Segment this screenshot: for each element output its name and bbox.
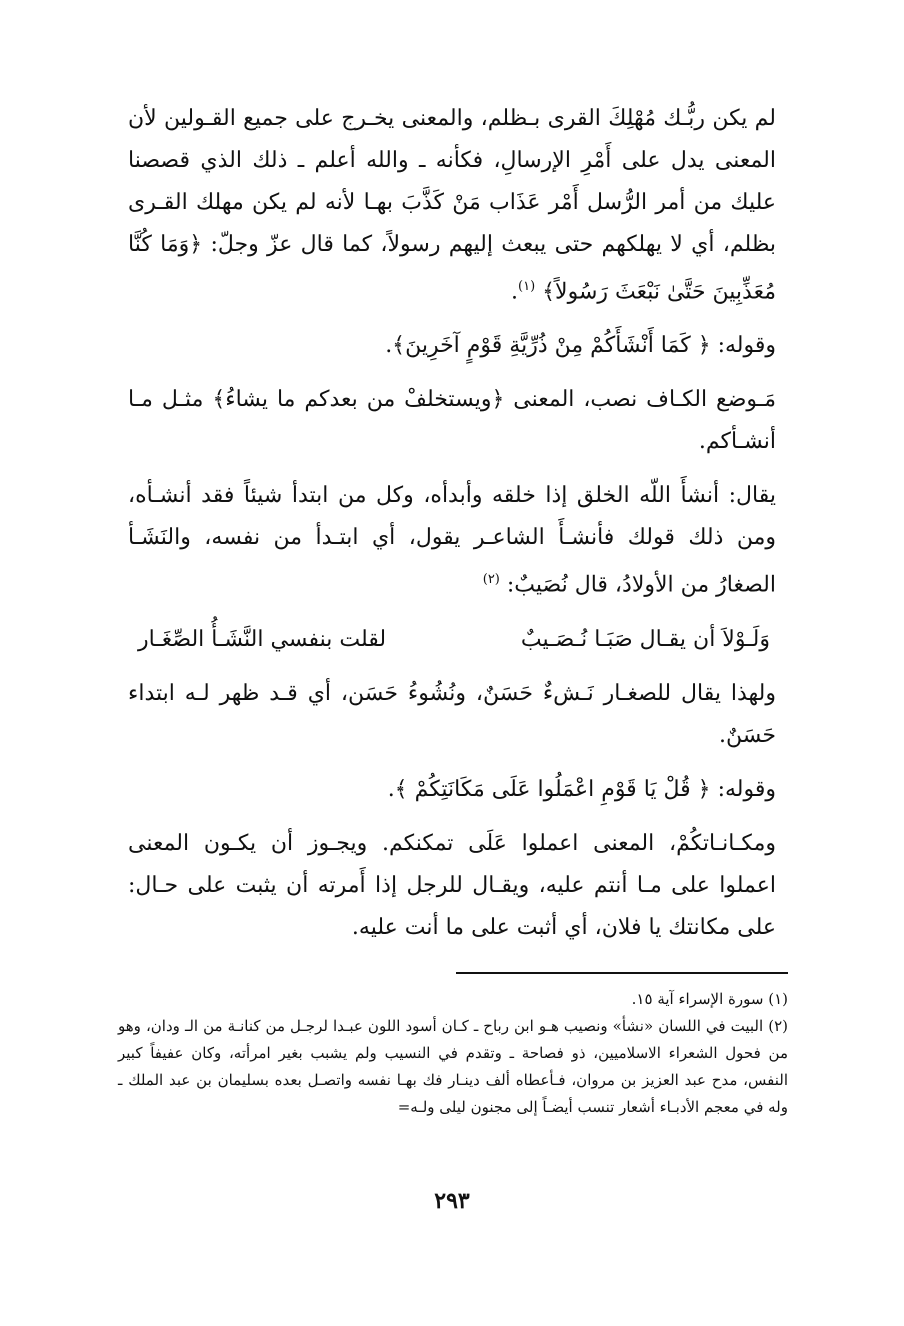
paragraph: ومكـانـاتكُمْ، المعنى اعملوا عَلَى تمكنكم. ويجـوز أن يكـون المعنى اعملوا على مـا أنتم عليه، ويقـال للرجل إذا أَمرته أن يثبت على حـال: على مكانتك يا فلان، أي أثبت على ما أنت عليه. [128,830,776,940]
paragraph [128,475,776,606]
page-number: ٢٩٣ [434,1188,470,1214]
paragraph-text: يقال: أنشأَ اللّه الخلق إذا خلقه وأبدأه، وكل من ابتدأ شيئاً فقد أنشـأه، ومن ذلك قولك فأنشـأَ الشاعـر يقول، أي ابتـدأ من نفسه، والنَشَـأ الصغارُ من الأولادُ، قال نُصَيبٌ: [128,483,776,598]
footnote-reference: (٢) [482,572,500,588]
paragraph: وقوله: ﴿ كَمَا أَنْشَأَكُمْ مِنْ ذُرِّيَّةِ قَوْمٍ آخَرِينَ﴾. [385,333,776,359]
poetry-verse [128,619,776,661]
verse-first-hemistich: وَلَـوْلاَ أن يقـال صَبَـا نُـصَـيبٌ [520,626,770,652]
footnote-divider [456,972,788,974]
main-text [128,98,776,961]
paragraph: وقوله: ﴿ قُلْ يَا قَوْمِ اعْمَلُوا عَلَى مَكَانَتِكُمْ ﴾. [387,776,776,802]
paragraph: مَـوضع الكـاف نصب، المعنى ﴿ويستخلفْ من بعدكم ما يشاءُ﴾ مثـل مـا أنشـأكم. [128,387,776,455]
verse-second-hemistich: لقلت بنفسي النَّشَـأُ الصِّغَـار [138,626,387,652]
footnote-reference: (١) [518,279,536,294]
paragraph-text: لم يكن ربُّـك مُهْلِكَ القرى بـظلم، والمعنى يخـرج على جميع القـولين لأن المعنى يدل على أَمْرِ الإرسالِ، فكأنه ـ والله أعلم ـ ذلك الذي قصصنا عليك من أمر الرُّسل أَمْر عَذَاب مَنْ كَذَّبَ بهـا لأنه لم يكن مهلك القـرى بظلم، أي لا يهلكهم حتى يبعث إليهم رسولاً، كما قال عزّ وجلّ: ﴿وَمَا كُنَّا مُعَذِّبِينَ حَتَّىٰ نَبْعَثَ رَسُولاً﴾ [128,106,776,305]
paragraph: لم يكن ربُّـك مُهْلِكَ القرى بـظلم، والمعنى يخـرج على جميع القـولين لأن المعنى يدل على أَمْرِ الإرسالِ، فكأنه ـ والله أعلم ـ ذلك الذي قصصنا عليك من أمر الرُّسل أَمْر عَذَاب مَنْ كَذَّبَ بهـا لأنه لم يكن مهلك القـرى بظلم، أي لا يهلكهم حتى يبعث إليهم رسولاً، كما قال عزّ وجلّ: ﴿وَمَا كُنَّا مُعَذِّبِينَ حَتَّىٰ نَبْعَثَ رَسُولاً﴾ $^{(١)}$. [128,106,776,305]
footnotes [118,986,788,1121]
footnote-1: (١) سورة الإسراء آية ١٥. [631,990,788,1008]
paragraph: ولهذا يقال للصغـار نَـشءٌ حَسَنٌ، ونُشُوءُ حَسَن، أي قـد ظهر لـه ابتداء حَسَنٌ. [128,680,776,748]
footnote-2: (٢) البيت في اللسان «نشأ» ونصيب هـو ابن رباح ـ كـان أسود اللون عبـدا لرجـل من كنانـة من الـ ودان، وهو من فحول الشعراء الاسلاميين، ذو فصاحة ـ وتقدم في النسيب ولم يشبب بغير امرأته، وكان عفيفاً كبير النفس، مدح عبد العزيز بن مروان، فـأعطاه ألف دينـار فك بهـا نفسه واتصـل بعده بسليمان بن عبد الملك ـ وله في معجم الأدبـاء أشعار تنسب أيضـاً إلى مجنون ليلى ولـه= [118,1017,788,1116]
